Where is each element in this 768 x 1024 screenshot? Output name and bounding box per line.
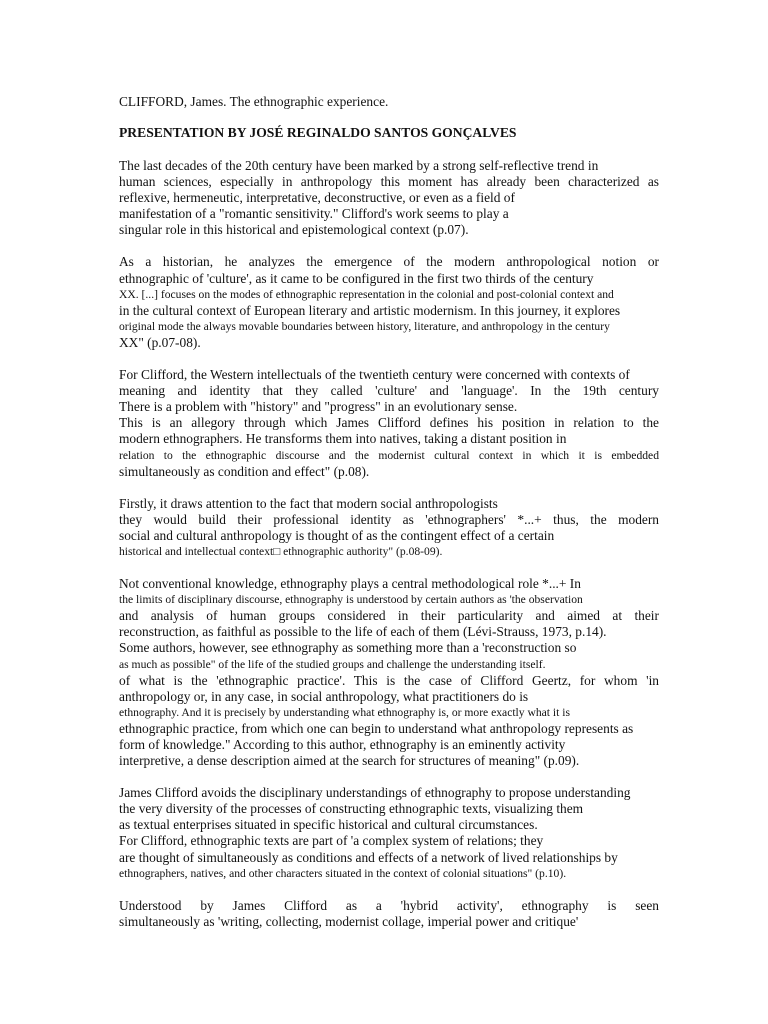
paragraph-line: As a historian, he analyzes the emergence of the modern anthropological notion or bbox=[119, 254, 659, 270]
paragraph-line: modern ethnographers. He transforms them into natives, taking a distant position in bbox=[119, 431, 567, 447]
paragraph bbox=[119, 367, 659, 480]
paragraph-line: Firstly, it draws attention to the fact that modern social anthropologists bbox=[119, 495, 498, 511]
paragraph bbox=[119, 576, 659, 769]
paragraph-line: original mode the always movable boundaries between history, literature, and anthropology in the century bbox=[119, 319, 610, 333]
paragraph-line: The last decades of the 20th century have been marked by a strong self-reflective trend in bbox=[119, 158, 599, 173]
paragraph-line: For Clifford, ethnographic texts are part of 'a complex system of relations; they bbox=[119, 833, 544, 849]
paragraph-line: interpretive, a dense description aimed at the search for structures of meaning" (p.09). bbox=[119, 753, 580, 769]
paragraph-line: ethnographic practice, from which one can begin to understand what anthropology represents as bbox=[119, 720, 634, 736]
paragraph-line: Understood by James Clifford as a 'hybrid activity', ethnography is seen bbox=[119, 897, 659, 913]
paragraph-line: meaning and identity that they called 'culture' and 'language'. In the 19th century bbox=[119, 383, 659, 399]
paragraph bbox=[119, 785, 659, 882]
paragraph-line: as much as possible" of the life of the studied groups and challenge the understanding itself. bbox=[119, 657, 546, 671]
paragraph-line: Not conventional knowledge, ethnography plays a central methodological role *...+ In bbox=[119, 576, 581, 592]
paragraph-line: ethnographic of 'culture', as it came to be configured in the first two thirds of the century bbox=[119, 270, 594, 286]
paragraph-line: reconstruction, as faithful as possible to the life of each of them (Lévi-Strauss, 1973, p.14). bbox=[119, 624, 607, 640]
paragraph-line: relation to the ethnographic discourse and the modernist cultural context in which it is embedded bbox=[119, 448, 659, 462]
paragraph bbox=[119, 898, 659, 930]
paragraph-line: in the cultural context of European literary and artistic modernism. In this journey, it explores bbox=[119, 302, 621, 318]
paragraph-line: the very diversity of the processes of constructing ethnographic texts, visualizing them bbox=[119, 801, 584, 817]
document-body bbox=[119, 158, 659, 930]
paragraph-line: of what is the 'ethnographic practice'. This is the case of Clifford Geertz, for whom 'in bbox=[119, 672, 659, 688]
paragraph-line: social and cultural anthropology is thought of as the contingent effect of a certain bbox=[119, 527, 555, 543]
paragraph-line: singular role in this historical and epistemological context (p.07). bbox=[119, 222, 469, 238]
paragraph-line: There is a problem with "history" and "progress" in an evolutionary sense. bbox=[119, 399, 518, 415]
paragraph-line: ethnographers, natives, and other characters situated in the context of colonial situations" (p.10). bbox=[119, 866, 567, 880]
section-heading: PRESENTATION BY JOSÉ REGINALDO SANTOS GONÇALVES bbox=[119, 125, 517, 140]
paragraph-line: they would build their professional identity as 'ethnographers' *...+ thus, the modern bbox=[119, 511, 659, 527]
paragraph-line: form of knowledge." According to this author, ethnography is an eminently activity bbox=[119, 737, 566, 752]
paragraph-line: Some authors, however, see ethnography as something more than a 'reconstruction so bbox=[119, 640, 577, 656]
paragraph-line: and analysis of human groups considered in their particularity and aimed at their bbox=[119, 608, 659, 624]
paragraph-line: This is an allegory through which James Clifford defines his position in relation to the bbox=[119, 415, 659, 431]
document-title: CLIFFORD, James. The ethnographic experience. bbox=[119, 94, 389, 109]
paragraph bbox=[119, 254, 659, 351]
document-page bbox=[119, 94, 659, 930]
paragraph-line: simultaneously as 'writing, collecting, modernist collage, imperial power and critique' bbox=[119, 913, 579, 929]
paragraph-line: For Clifford, the Western intellectuals of the twentieth century were concerned with contexts of bbox=[119, 367, 630, 383]
paragraph-line: anthropology or, in any case, in social anthropology, what practitioners do is bbox=[119, 688, 529, 704]
paragraph-line: manifestation of a "romantic sensitivity." Clifford's work seems to play a bbox=[119, 206, 509, 222]
paragraph-line: XX" (p.07-08). bbox=[119, 334, 201, 350]
paragraph-line: historical and intellectual context□ ethnographic authority" (p.08-09). bbox=[119, 544, 443, 558]
paragraph bbox=[119, 158, 659, 238]
paragraph-line: are thought of simultaneously as conditions and effects of a network of lived relationships by bbox=[119, 849, 618, 865]
paragraph-line: simultaneously as condition and effect" (p.08). bbox=[119, 463, 370, 479]
paragraph-line: XX. [...] focuses on the modes of ethnographic representation in the colonial and post-colonial context and bbox=[119, 287, 614, 301]
paragraph-line: the limits of disciplinary discourse, ethnography is understood by certain authors as 'the observation bbox=[119, 593, 583, 607]
paragraph-line: reflexive, hermeneutic, interpretative, deconstructive, or even as a field of bbox=[119, 190, 515, 206]
paragraph-line: ethnography. And it is precisely by understanding what ethnography is, or more exactly what it is bbox=[119, 705, 570, 719]
paragraph-line: as textual enterprises situated in specific historical and cultural circumstances. bbox=[119, 817, 538, 833]
paragraph-line: human sciences, especially in anthropology this moment has already been characterized as bbox=[119, 174, 659, 190]
paragraph-line: James Clifford avoids the disciplinary understandings of ethnography to propose understanding bbox=[119, 785, 631, 801]
paragraph bbox=[119, 496, 659, 560]
